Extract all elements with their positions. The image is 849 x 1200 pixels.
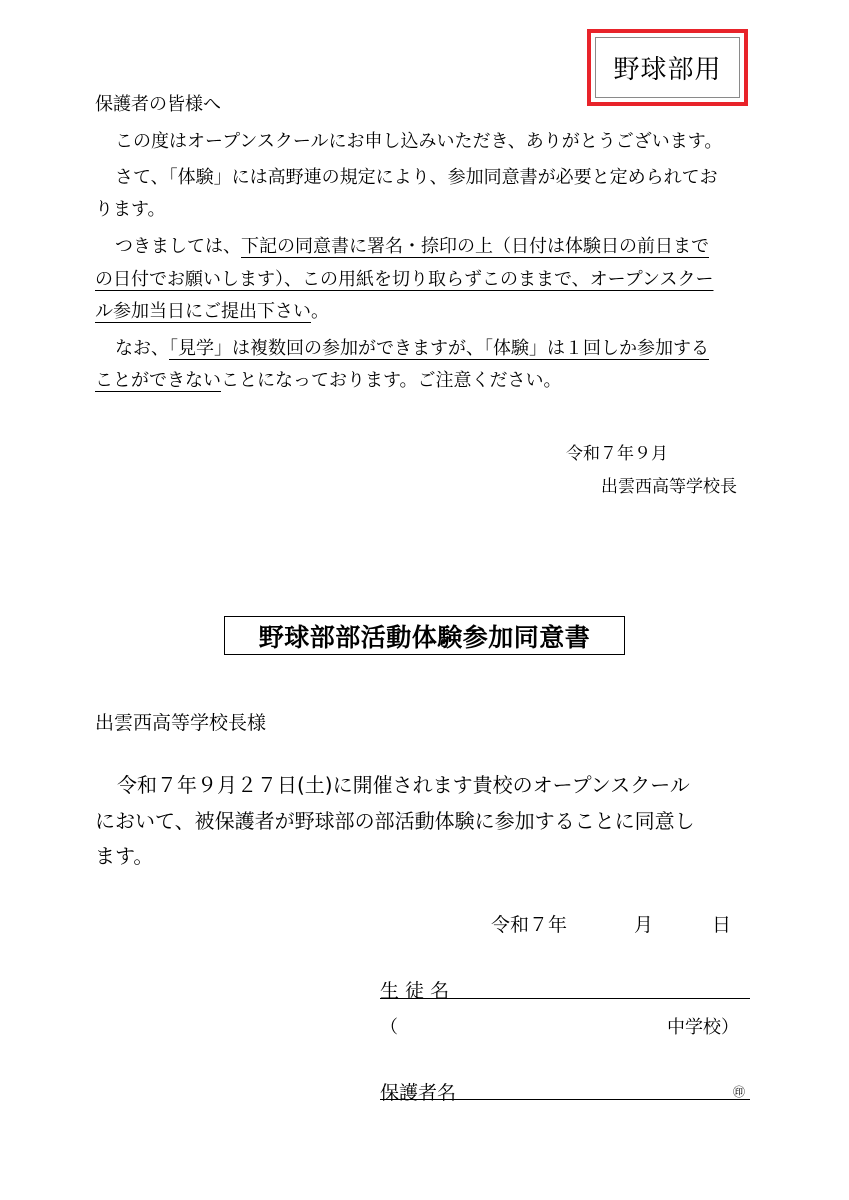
school-paren-open: （ [380, 1017, 398, 1038]
school-suffix: 中学校） [667, 1017, 739, 1038]
form-body-line-2: において、被保護者が野球部の部活動体験に参加することに同意し [95, 809, 695, 833]
letter-paragraph-1: この度はオープンスクールにお申し込みいただき、ありがとうございます。 [115, 131, 723, 152]
p3-underlined-1: 下記の同意書に署名・捺印の上（日付は体験日の前日まで [241, 236, 709, 257]
p4-rest: ことになっております。ご注意ください。 [221, 370, 562, 391]
letter-paragraph-4-line-2 [95, 371, 562, 391]
letter-paragraph-3-line-3 [95, 302, 329, 322]
form-body-line-3: ます。 [95, 844, 154, 868]
form-title: 野球部部活動体験参加同意書 [224, 616, 625, 655]
letter-paragraph-2-line-2: ります。 [95, 199, 166, 220]
student-name-field[interactable] [380, 998, 750, 999]
salutation: 保護者の皆様へ [95, 94, 221, 115]
form-date-day: 日 [712, 914, 732, 936]
p4-underlined-1: 「見学」は複数回の参加ができますが、「体験」は１回しか参加する [169, 338, 709, 359]
form-date-era: 令和７年 [491, 914, 568, 936]
letter-paragraph-3-line-2: の日付でお願いします）、この用紙を切り取らずこのままで、オープンスクー [95, 269, 714, 290]
letter-paragraph-3-line-1 [115, 237, 709, 257]
letter-date: 令和７年９月 [566, 444, 668, 464]
p3-prefix: つきましては、 [115, 236, 241, 257]
club-stamp-label: 野球部用 [595, 37, 740, 98]
p3-end: 。 [311, 301, 329, 322]
club-stamp-box [587, 29, 748, 106]
p4-prefix: なお、 [115, 338, 169, 359]
letter-sender: 出雲西高等学校長 [601, 477, 737, 497]
seal-mark: ㊞ [733, 1085, 746, 1099]
form-addressee: 出雲西高等学校長様 [95, 712, 267, 734]
form-date-month: 月 [634, 914, 654, 936]
letter-paragraph-2-line-1: さて、「体験」には高野連の規定により、参加同意書が必要と定められてお [115, 167, 718, 188]
form-body-line-1: 令和７年９月２７日(土)に開催されます貴校のオープンスクール [117, 773, 690, 797]
p4-underlined-2: ことができない [95, 370, 221, 391]
guardian-name-field[interactable] [380, 1099, 750, 1100]
guardian-name-label: 保護者名 [380, 1082, 457, 1104]
letter-paragraph-4-line-1 [115, 339, 709, 359]
student-name-label: 生 徒 名 [380, 980, 450, 1002]
p3-underlined-3: ル参加当日にご提出下さい [95, 301, 311, 322]
